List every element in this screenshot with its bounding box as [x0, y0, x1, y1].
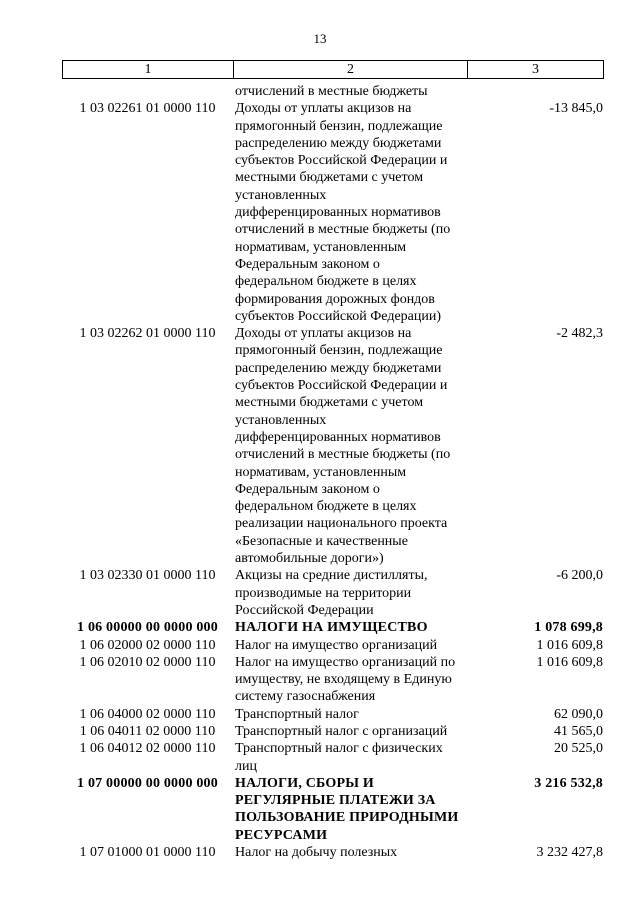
description-line: имуществу, не входящему в Единую [235, 672, 452, 688]
description-line: установленных [235, 187, 327, 203]
row-description [233, 100, 467, 325]
row-description [233, 844, 467, 861]
row-code: 1 03 02330 01 0000 110 [79, 568, 216, 584]
row-code: 1 07 00000 00 0000 000 [77, 775, 218, 791]
row-amount: -6 200,0 [556, 568, 603, 584]
description-line: «Безопасные и качественные [235, 533, 408, 549]
row-code: 1 03 02262 01 0000 110 [79, 326, 216, 342]
row-code: 1 06 02010 02 0000 110 [79, 654, 216, 670]
table-row [62, 637, 603, 654]
row-code: 1 06 04011 02 0000 110 [79, 723, 216, 739]
description-line: нормативам, установленным [235, 239, 407, 255]
column-header-table [62, 60, 604, 79]
description-line: распределению между бюджетами [235, 135, 442, 151]
table-row [62, 83, 603, 100]
row-description [233, 740, 467, 775]
column-header-1: 1 [63, 61, 234, 79]
row-amount: 1 078 699,8 [534, 620, 603, 636]
description-line: Налог на добычу полезных [235, 845, 398, 861]
description-line: производимые на территории [235, 585, 412, 601]
description-line: Федеральным законом о [235, 256, 380, 272]
description-line: отчислений в местные бюджеты [235, 84, 428, 99]
row-code: 1 06 00000 00 0000 000 [77, 620, 218, 636]
row-description [233, 567, 467, 619]
row-amount: 3 232 427,8 [536, 845, 603, 861]
table-body [62, 83, 603, 861]
row-amount: 1 016 609,8 [536, 637, 603, 653]
column-header-3: 3 [468, 61, 604, 79]
description-line: Доходы от уплаты акцизов на [235, 101, 412, 117]
table-row [62, 567, 603, 619]
description-line: Доходы от уплаты акцизов на [235, 326, 412, 342]
row-amount: 3 216 532,8 [534, 775, 603, 791]
row-description [233, 723, 467, 740]
row-amount: 1 016 609,8 [536, 654, 603, 670]
row-description [233, 654, 467, 706]
description-line: субъектов Российской Федерации и [235, 378, 448, 394]
table-row [62, 100, 603, 325]
column-header-row [63, 61, 604, 79]
description-line: Российской Федерации [235, 602, 374, 618]
row-description [233, 83, 467, 100]
description-line: формирования дорожных фондов [235, 291, 435, 307]
table-row [62, 775, 603, 844]
row-code: 1 06 02000 02 0000 110 [79, 637, 216, 653]
description-line: НАЛОГИ НА ИМУЩЕСТВО [235, 620, 428, 636]
row-description [233, 706, 467, 723]
description-line: дифференцированных нормативов [235, 429, 441, 445]
row-description [233, 619, 467, 636]
table-row [62, 325, 603, 567]
table-row [62, 740, 603, 775]
description-line: автомобильные дороги») [235, 551, 384, 567]
row-amount: 20 525,0 [554, 741, 603, 757]
description-line: Федеральным законом о [235, 481, 380, 497]
description-line: отчислений в местные бюджеты (по [235, 447, 451, 463]
table-row [62, 654, 603, 706]
description-line: нормативам, установленным [235, 464, 407, 480]
row-amount: 62 090,0 [554, 706, 603, 722]
description-line: прямогонный бензин, подлежащие [235, 118, 443, 134]
description-line: Акцизы на средние дистилляты, [235, 568, 428, 584]
description-line: федеральном бюджете в целях [235, 274, 417, 290]
description-line: установленных [235, 412, 327, 428]
description-line: отчислений в местные бюджеты (по [235, 222, 451, 238]
description-line: федеральном бюджете в целях [235, 499, 417, 515]
description-line: прямогонный бензин, подлежащие [235, 343, 443, 359]
description-line: Транспортный налог с физических [235, 741, 443, 757]
description-line: лиц [235, 758, 257, 774]
row-code: 1 03 02261 01 0000 110 [79, 101, 216, 117]
table-row [62, 723, 603, 740]
description-line: НАЛОГИ, СБОРЫ И [235, 775, 374, 791]
description-line: Налог на имущество организаций по [235, 654, 456, 670]
row-code: 1 06 04012 02 0000 110 [79, 741, 216, 757]
description-line: дифференцированных нормативов [235, 205, 441, 221]
row-code [62, 83, 233, 100]
row-description [233, 775, 467, 844]
page-number: 13 [313, 31, 327, 46]
description-line: РЕСУРСАМИ [235, 827, 328, 843]
column-header-2: 2 [234, 61, 468, 79]
table-row [62, 706, 603, 723]
description-line: ПОЛЬЗОВАНИЕ ПРИРОДНЫМИ [235, 810, 459, 826]
description-line: реализации национального проекта [235, 516, 448, 532]
description-line: систему газоснабжения [235, 689, 376, 705]
row-amount: 41 565,0 [554, 723, 603, 739]
description-line: местными бюджетами с учетом [235, 170, 424, 186]
description-line: РЕГУЛЯРНЫЕ ПЛАТЕЖИ ЗА [235, 793, 436, 809]
description-line: Транспортный налог [235, 706, 359, 722]
row-code: 1 07 01000 01 0000 110 [79, 845, 216, 861]
row-description [233, 325, 467, 567]
description-line: субъектов Российской Федерации) [235, 308, 442, 324]
row-amount: -13 845,0 [549, 101, 603, 117]
description-line: распределению между бюджетами [235, 360, 442, 376]
description-line: субъектов Российской Федерации и [235, 153, 448, 169]
description-line: Налог на имущество организаций [235, 637, 438, 653]
table-row [62, 844, 603, 861]
row-description [233, 637, 467, 654]
row-amount [467, 83, 603, 100]
description-line: местными бюджетами с учетом [235, 395, 424, 411]
table-row [62, 619, 603, 636]
row-code: 1 06 04000 02 0000 110 [79, 706, 216, 722]
description-line: Транспортный налог с организаций [235, 723, 448, 739]
row-amount: -2 482,3 [556, 326, 603, 342]
